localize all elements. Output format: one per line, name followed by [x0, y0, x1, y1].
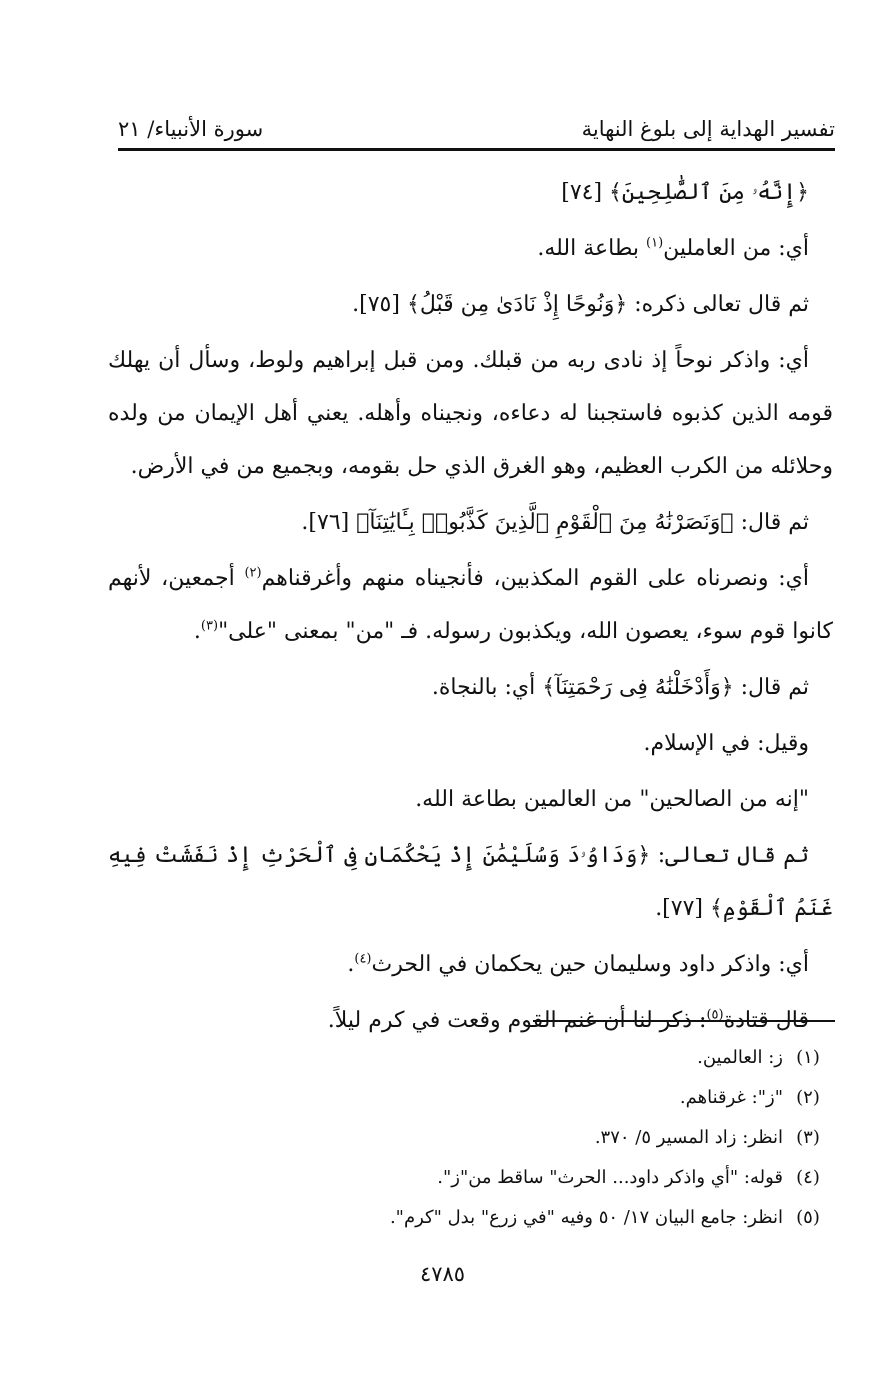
paragraph-9	[108, 773, 833, 826]
footnote-number: (٣)	[796, 1127, 820, 1148]
paragraph-5	[108, 496, 833, 549]
footnote-5	[108, 1198, 833, 1238]
paragraph-text: أي: واذكر نوحاً إذ نادى ربه من قبلك. ومن قبل إبراهيم ولوط، وسأل أن يهلك قومه الذين كذبوه فاستجبنا له دعاءه، ونجيناه وأهله. يعني أهل الإيمان من ولده وحلائله من الكرب العظيم، وهو الغرق الذي حل بقومه، وبجميع من في الأرض.	[108, 348, 833, 479]
footnote-ref-3: (٣)	[200, 618, 219, 634]
paragraph-text: قال قتادة	[723, 1008, 809, 1033]
paragraph-11	[108, 938, 833, 991]
paragraph-text: أي: ونصرناه على القوم المكذبين، فأنجيناه منهم وأغرقناهم	[261, 566, 809, 591]
paragraph-8	[108, 717, 833, 770]
footnote-ref-4: (٤)	[354, 951, 372, 967]
body-text	[108, 166, 833, 1050]
paragraph-4	[108, 334, 833, 493]
footnote-number: (٢)	[796, 1087, 820, 1108]
paragraph-text: أي: واذكر داود وسليمان حين يحكمان في الحرث	[371, 952, 809, 977]
paragraph-text: ثم قال تعالى ذكره: ﴿وَنُوحًا إِذْ نَادَىٰ مِن قَبْلُ﴾ [٧٥].	[352, 292, 809, 317]
paragraph-text: ثم قال: ﴿وَأَدْخَلْنَٰهُ فِى رَحْمَتِنَآ﴾ أي: بالنجاة.	[431, 675, 809, 700]
paragraph-text-end: .	[193, 619, 201, 644]
book-title: تفسير الهداية إلى بلوغ النهاية	[581, 117, 835, 141]
footnote-3	[108, 1118, 833, 1158]
footnote-ref-2: (٢)	[244, 565, 262, 581]
paragraph-text-after: .	[347, 952, 355, 977]
paragraph-7	[108, 661, 833, 714]
footnote-4	[108, 1158, 833, 1198]
surah-label: سورة الأنبياء/ ٢١	[118, 117, 264, 141]
paragraph-text: أي: من العاملين	[663, 236, 809, 261]
footnote-number: (١)	[796, 1047, 820, 1068]
footnote-text: انظر: جامع البيان ١٧/ ٥٠ وفيه "في زرع" بدل "كرم".	[389, 1207, 783, 1228]
footnote-ref-1: (١)	[646, 235, 664, 251]
paragraph-10	[108, 829, 833, 935]
running-header	[118, 112, 835, 146]
paragraph-text-after: : ذكر لنا أن غنم القوم وقعت في كرم ليلاً.	[327, 1008, 707, 1033]
paragraph-text: ثم قال تعالى: ﴿وَدَاوُۥدَ وَسُلَيْمَٰنَ إِذْ يَحْكُمَانِ فِى ٱلْحَرْثِ إِذْ نَفَشَتْ فِيهِ غَنَمُ ٱلْقَوْمِ﴾ [٧٧].	[108, 843, 833, 921]
paragraph-text-after: أجمعين، لأنهم كانوا قوم سوء، يعصون الله، ويكذبون رسوله. فـ "من" بمعنى "على"	[108, 566, 833, 644]
quran-verse-74: ﴿إِنَّهُۥ مِنَ ٱلصَّٰلِحِينَ﴾ [٧٤]	[561, 180, 809, 205]
footnote-number: (٤)	[796, 1167, 820, 1188]
footnote-rule	[533, 1020, 835, 1022]
paragraph-1	[108, 166, 833, 219]
footnote-text: انظر: زاد المسير ٥/ ٣٧٠.	[594, 1127, 783, 1148]
paragraph-3	[108, 278, 833, 331]
footnote-text: قوله: "أي واذكر داود... الحرث" ساقط من"ز".	[437, 1167, 783, 1188]
footnote-text: ز: العالمين.	[697, 1047, 783, 1068]
footnote-1	[108, 1038, 833, 1078]
paragraph-text-after: بطاعة الله.	[537, 236, 646, 261]
paragraph-6	[108, 552, 833, 658]
header-rule	[118, 148, 835, 151]
paragraph-text: "إنه من الصالحين" من العالمين بطاعة الله.	[415, 787, 809, 812]
footnote-number: (٥)	[796, 1207, 820, 1228]
paragraph-2	[108, 222, 833, 275]
footnote-2	[108, 1078, 833, 1118]
footnote-text: "ز": غرقناهم.	[679, 1087, 783, 1108]
paragraph-text: ثم قال: ﴿وَنَصَرْنَٰهُ مِنَ ٱلْقَوْمِ ٱلَّذِينَ كَذَّبُوا۟ بِـَٔايَٰتِنَآ﴾ [٧٦].	[301, 510, 809, 535]
footnotes	[108, 1038, 833, 1238]
page-number: ٤٧٨٥	[419, 1262, 466, 1286]
footnote-ref-5: (٥)	[706, 1007, 724, 1023]
paragraph-text: وقيل: في الإسلام.	[643, 731, 809, 756]
